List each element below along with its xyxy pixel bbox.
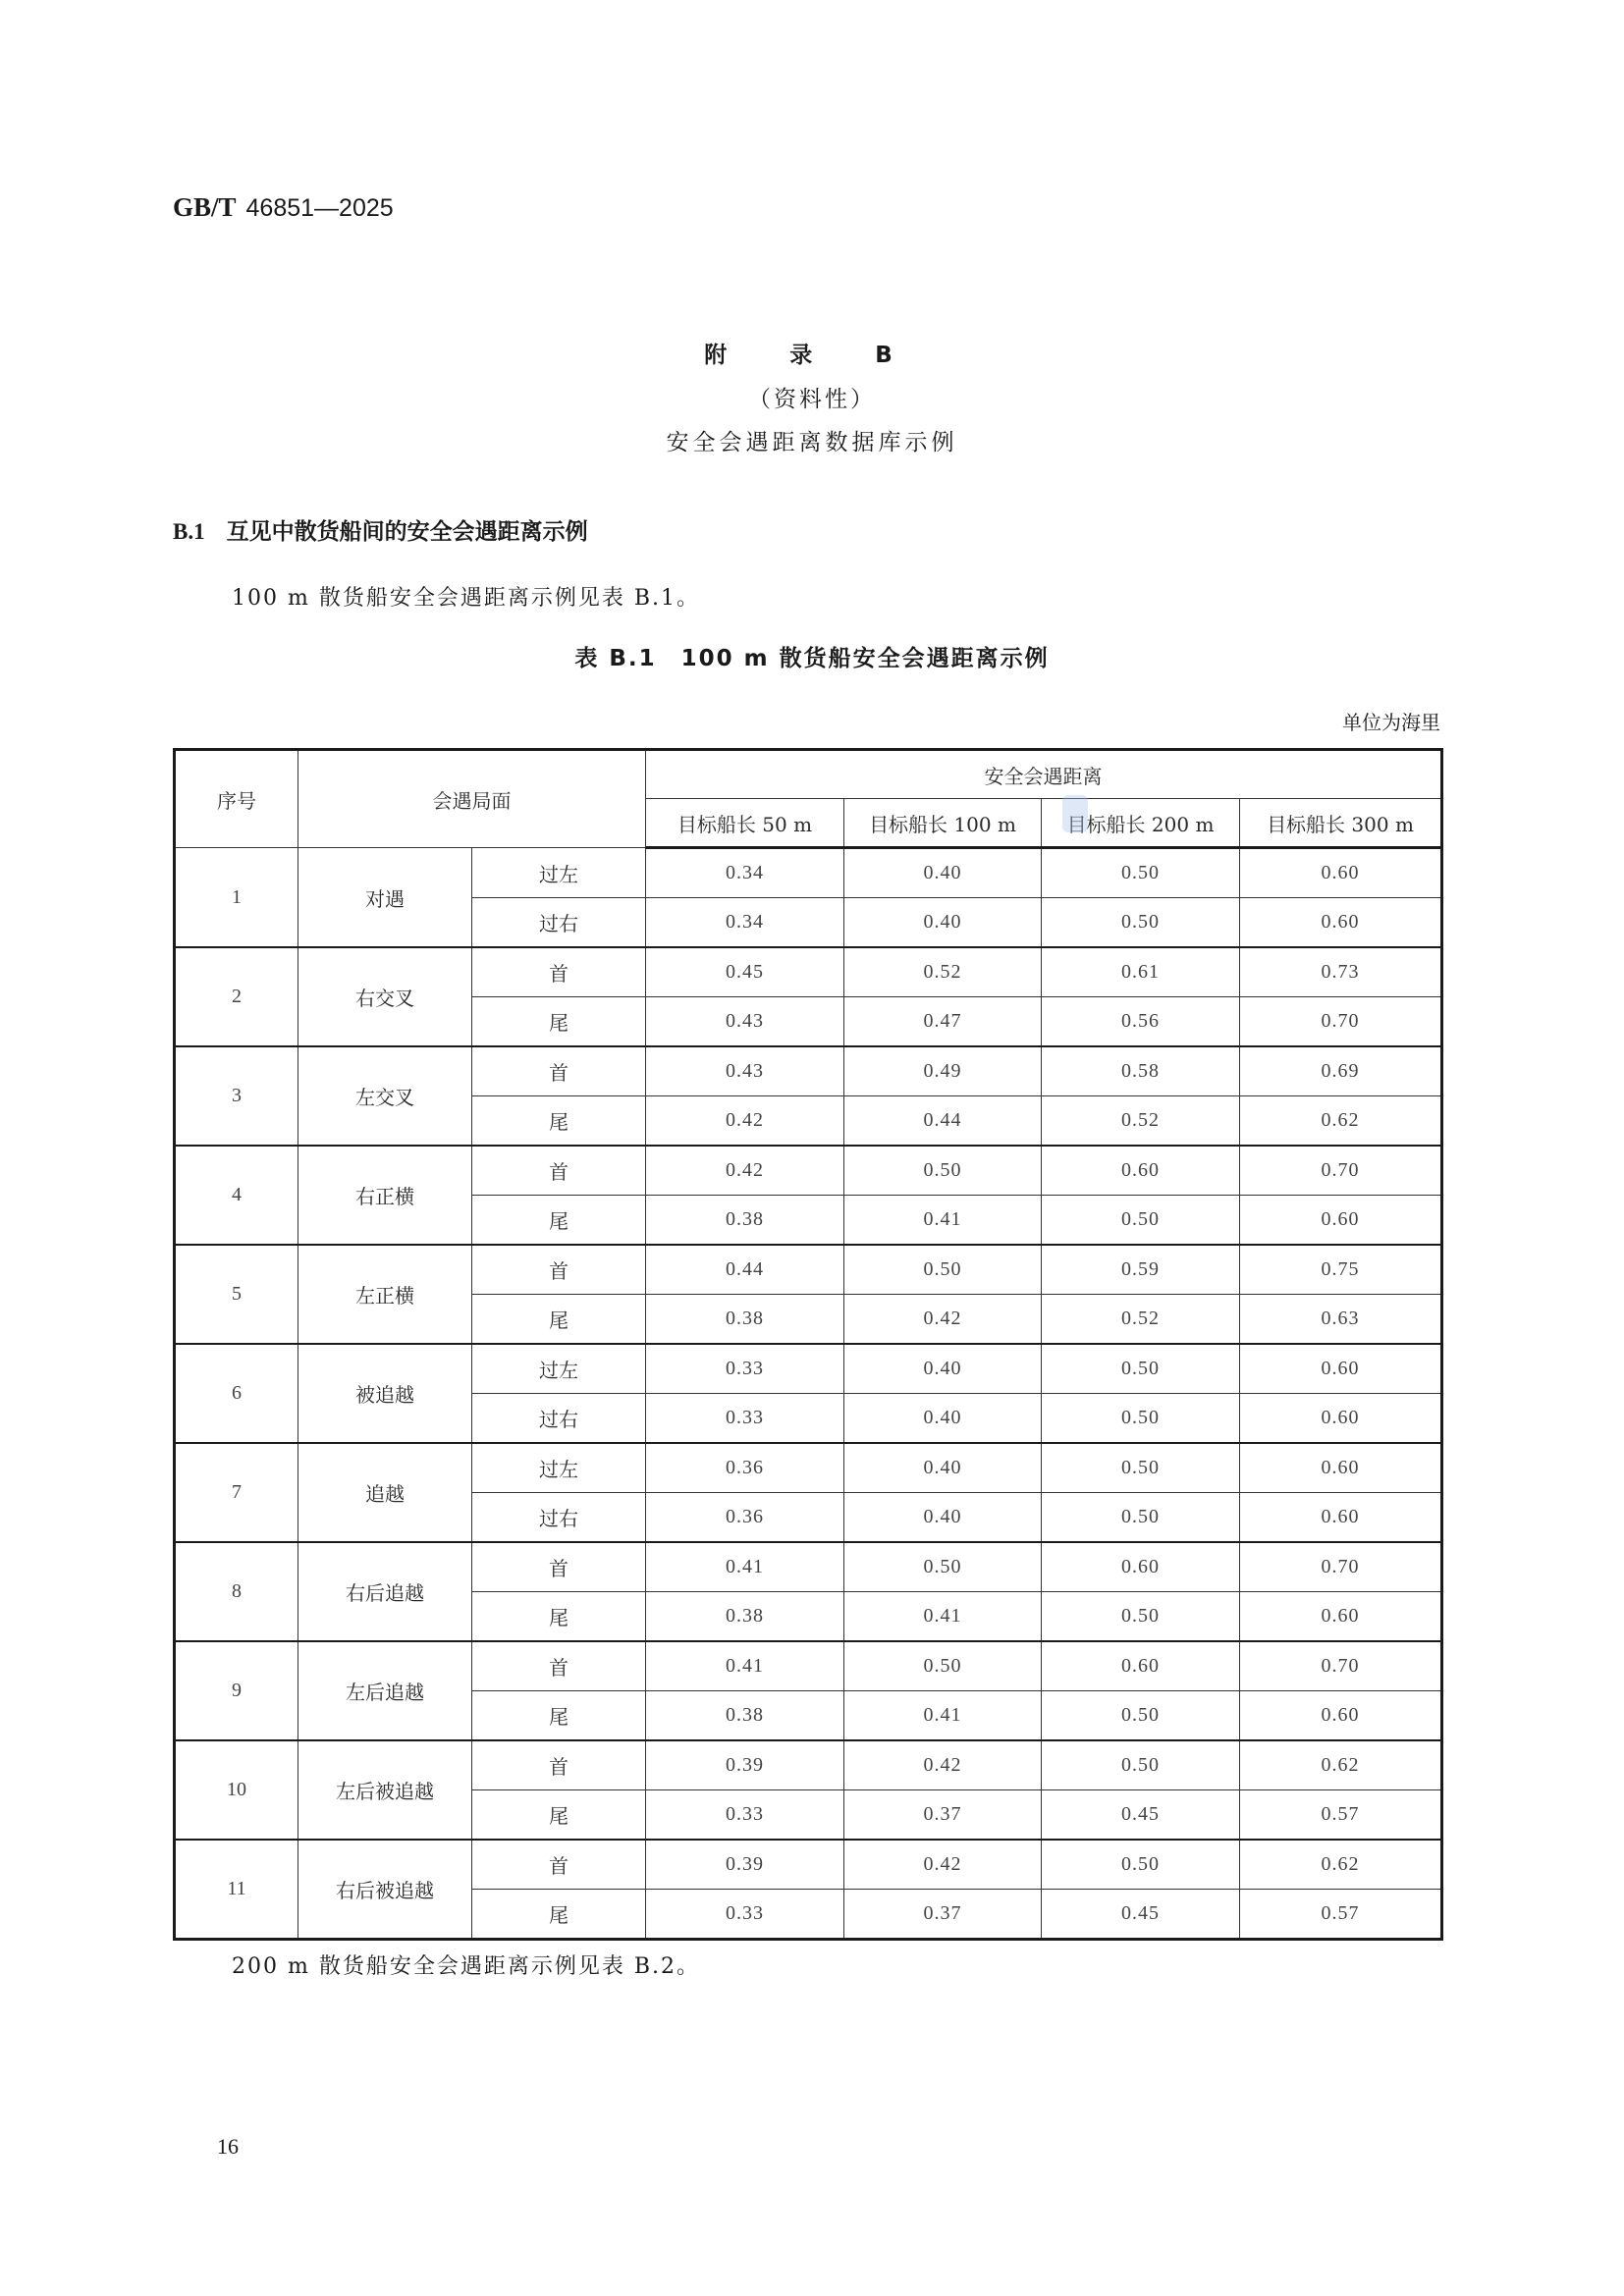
cell-sub-situation: 首 bbox=[472, 1542, 646, 1592]
cell-sub-situation: 首 bbox=[472, 1641, 646, 1691]
appendix-type: （资料性） bbox=[748, 387, 876, 412]
cell-distance-value: 0.38 bbox=[646, 1592, 844, 1642]
cell-seq: 11 bbox=[175, 1840, 298, 1940]
cell-distance-value: 0.73 bbox=[1240, 947, 1442, 997]
cell-distance-value: 0.50 bbox=[844, 1245, 1042, 1295]
cell-situation: 左交叉 bbox=[298, 1046, 472, 1146]
header-seq: 序号 bbox=[175, 750, 298, 848]
cell-situation: 左后被追越 bbox=[298, 1740, 472, 1840]
cell-distance-value: 0.60 bbox=[1240, 1592, 1442, 1642]
table-unit: 单位为海里 bbox=[1342, 711, 1440, 734]
cell-seq: 4 bbox=[175, 1146, 298, 1245]
cell-distance-value: 0.39 bbox=[646, 1740, 844, 1790]
cell-distance-value: 0.57 bbox=[1240, 1890, 1442, 1940]
cell-distance-value: 0.40 bbox=[844, 1493, 1042, 1543]
cell-distance-value: 0.34 bbox=[646, 898, 844, 948]
cell-distance-value: 0.33 bbox=[646, 1890, 844, 1940]
cell-distance-value: 0.41 bbox=[844, 1196, 1042, 1246]
header-target-300m: 目标船长 300 m bbox=[1240, 799, 1442, 848]
cell-distance-value: 0.60 bbox=[1240, 1344, 1442, 1394]
cell-sub-situation: 首 bbox=[472, 947, 646, 997]
cell-distance-value: 0.42 bbox=[646, 1146, 844, 1196]
cell-distance-value: 0.33 bbox=[646, 1790, 844, 1841]
cell-distance-value: 0.62 bbox=[1240, 1096, 1442, 1147]
cell-distance-value: 0.70 bbox=[1240, 1146, 1442, 1196]
cell-sub-situation: 尾 bbox=[472, 1790, 646, 1841]
cell-sub-situation: 过右 bbox=[472, 898, 646, 948]
cell-distance-value: 0.50 bbox=[1042, 1196, 1240, 1246]
cell-distance-value: 0.49 bbox=[844, 1046, 1042, 1096]
cell-situation: 右正横 bbox=[298, 1146, 472, 1245]
cell-distance-value: 0.59 bbox=[1042, 1245, 1240, 1295]
cell-distance-value: 0.40 bbox=[844, 898, 1042, 948]
cell-distance-value: 0.45 bbox=[1042, 1790, 1240, 1841]
cell-distance-value: 0.47 bbox=[844, 997, 1042, 1047]
cell-distance-value: 0.42 bbox=[646, 1096, 844, 1147]
cell-seq: 3 bbox=[175, 1046, 298, 1146]
cell-distance-value: 0.38 bbox=[646, 1691, 844, 1741]
cell-distance-value: 0.45 bbox=[646, 947, 844, 997]
cell-distance-value: 0.43 bbox=[646, 1046, 844, 1096]
cell-situation: 右交叉 bbox=[298, 947, 472, 1046]
cell-seq: 9 bbox=[175, 1641, 298, 1740]
cell-distance-value: 0.41 bbox=[646, 1641, 844, 1691]
cell-seq: 2 bbox=[175, 947, 298, 1046]
cell-distance-value: 0.50 bbox=[1042, 1443, 1240, 1493]
cell-seq: 5 bbox=[175, 1245, 298, 1344]
standard-prefix: GB/T bbox=[173, 192, 237, 222]
watermark-mark bbox=[1062, 795, 1088, 832]
cell-sub-situation: 过右 bbox=[472, 1493, 646, 1543]
next-paragraph: 200 m 散货船安全会遇距离示例见表 B.2。 bbox=[232, 1954, 700, 1979]
cell-distance-value: 0.44 bbox=[844, 1096, 1042, 1147]
cell-distance-value: 0.69 bbox=[1240, 1046, 1442, 1096]
table-row bbox=[175, 1344, 1442, 1394]
cell-distance-value: 0.36 bbox=[646, 1493, 844, 1543]
cell-distance-value: 0.42 bbox=[844, 1740, 1042, 1790]
cell-sub-situation: 尾 bbox=[472, 1096, 646, 1147]
cell-distance-value: 0.41 bbox=[844, 1592, 1042, 1642]
cell-distance-value: 0.60 bbox=[1240, 1691, 1442, 1741]
cell-sub-situation: 首 bbox=[472, 1740, 646, 1790]
cell-distance-value: 0.45 bbox=[1042, 1890, 1240, 1940]
cell-distance-value: 0.50 bbox=[844, 1542, 1042, 1592]
cell-sub-situation: 尾 bbox=[472, 1196, 646, 1246]
cell-distance-value: 0.50 bbox=[844, 1641, 1042, 1691]
cell-distance-value: 0.50 bbox=[844, 1146, 1042, 1196]
cell-sub-situation: 首 bbox=[472, 1146, 646, 1196]
cell-sub-situation: 尾 bbox=[472, 1691, 646, 1741]
cell-sub-situation: 首 bbox=[472, 1245, 646, 1295]
cell-distance-value: 0.42 bbox=[844, 1295, 1042, 1345]
cell-distance-value: 0.62 bbox=[1240, 1740, 1442, 1790]
section-title: 互见中散货船间的安全会遇距离示例 bbox=[226, 519, 588, 545]
header-target-100m: 目标船长 100 m bbox=[844, 799, 1042, 848]
table-row bbox=[175, 1046, 1442, 1096]
appendix-name: 安全会遇距离数据库示例 bbox=[666, 430, 958, 455]
cell-situation: 被追越 bbox=[298, 1344, 472, 1443]
cell-situation: 追越 bbox=[298, 1443, 472, 1542]
cell-distance-value: 0.60 bbox=[1240, 848, 1442, 898]
table-row bbox=[175, 1146, 1442, 1196]
cell-distance-value: 0.60 bbox=[1240, 1394, 1442, 1444]
cell-distance-value: 0.56 bbox=[1042, 997, 1240, 1047]
cell-distance-value: 0.50 bbox=[1042, 848, 1240, 898]
cell-distance-value: 0.60 bbox=[1240, 1493, 1442, 1543]
cell-distance-value: 0.50 bbox=[1042, 898, 1240, 948]
cell-distance-value: 0.50 bbox=[1042, 1592, 1240, 1642]
cell-sub-situation: 尾 bbox=[472, 1295, 646, 1345]
cell-sub-situation: 首 bbox=[472, 1046, 646, 1096]
header-target-50m: 目标船长 50 m bbox=[646, 799, 844, 848]
cell-sub-situation: 尾 bbox=[472, 997, 646, 1047]
cell-distance-value: 0.38 bbox=[646, 1196, 844, 1246]
cell-seq: 8 bbox=[175, 1542, 298, 1641]
cell-distance-value: 0.42 bbox=[844, 1840, 1042, 1890]
appendix-title: 附 录 B bbox=[704, 343, 920, 368]
cell-distance-value: 0.50 bbox=[1042, 1740, 1240, 1790]
cell-distance-value: 0.43 bbox=[646, 997, 844, 1047]
cell-distance-value: 0.50 bbox=[1042, 1840, 1240, 1890]
table-row bbox=[175, 848, 1442, 898]
cell-distance-value: 0.52 bbox=[1042, 1096, 1240, 1147]
cell-distance-value: 0.60 bbox=[1042, 1542, 1240, 1592]
cell-seq: 7 bbox=[175, 1443, 298, 1542]
cell-distance-value: 0.40 bbox=[844, 1394, 1042, 1444]
cell-distance-value: 0.41 bbox=[844, 1691, 1042, 1741]
header-distance-group: 安全会遇距离 bbox=[646, 750, 1442, 799]
table-row bbox=[175, 1840, 1442, 1890]
cell-situation: 左后追越 bbox=[298, 1641, 472, 1740]
standard-code: 46851—2025 bbox=[245, 194, 394, 222]
table-row bbox=[175, 947, 1442, 997]
cell-distance-value: 0.60 bbox=[1240, 1443, 1442, 1493]
cell-distance-value: 0.50 bbox=[1042, 1394, 1240, 1444]
cell-distance-value: 0.60 bbox=[1240, 1196, 1442, 1246]
cell-distance-value: 0.58 bbox=[1042, 1046, 1240, 1096]
cell-distance-value: 0.40 bbox=[844, 1443, 1042, 1493]
cell-sub-situation: 尾 bbox=[472, 1592, 646, 1642]
cell-sub-situation: 首 bbox=[472, 1840, 646, 1890]
cell-distance-value: 0.52 bbox=[844, 947, 1042, 997]
cell-sub-situation: 过右 bbox=[472, 1394, 646, 1444]
cell-distance-value: 0.37 bbox=[844, 1790, 1042, 1841]
cell-distance-value: 0.52 bbox=[1042, 1295, 1240, 1345]
cell-distance-value: 0.62 bbox=[1240, 1840, 1442, 1890]
cell-sub-situation: 过左 bbox=[472, 1344, 646, 1394]
table-row bbox=[175, 1245, 1442, 1295]
cell-distance-value: 0.63 bbox=[1240, 1295, 1442, 1345]
cell-distance-value: 0.33 bbox=[646, 1344, 844, 1394]
cell-distance-value: 0.38 bbox=[646, 1295, 844, 1345]
cell-distance-value: 0.61 bbox=[1042, 947, 1240, 997]
cell-distance-value: 0.70 bbox=[1240, 1641, 1442, 1691]
cell-distance-value: 0.60 bbox=[1042, 1641, 1240, 1691]
cell-distance-value: 0.60 bbox=[1042, 1146, 1240, 1196]
cell-distance-value: 0.40 bbox=[844, 1344, 1042, 1394]
cell-distance-value: 0.39 bbox=[646, 1840, 844, 1890]
section-number: B.1 bbox=[173, 519, 205, 544]
table-row bbox=[175, 1542, 1442, 1592]
cell-distance-value: 0.60 bbox=[1240, 898, 1442, 948]
intro-paragraph: 100 m 散货船安全会遇距离示例见表 B.1。 bbox=[232, 586, 700, 611]
cell-distance-value: 0.40 bbox=[844, 848, 1042, 898]
cell-seq: 1 bbox=[175, 848, 298, 948]
cell-distance-value: 0.50 bbox=[1042, 1344, 1240, 1394]
cell-situation: 左正横 bbox=[298, 1245, 472, 1344]
cell-distance-value: 0.70 bbox=[1240, 997, 1442, 1047]
table-row bbox=[175, 1641, 1442, 1691]
section-heading bbox=[173, 513, 588, 546]
cell-sub-situation: 尾 bbox=[472, 1890, 646, 1940]
page-number: 16 bbox=[217, 2134, 239, 2159]
table-title: 表 B.1 100 m 散货船安全会遇距离示例 bbox=[574, 646, 1050, 671]
cell-situation: 对遇 bbox=[298, 848, 472, 948]
safe-distance-table bbox=[173, 748, 1443, 1941]
table-row bbox=[175, 1740, 1442, 1790]
cell-distance-value: 0.33 bbox=[646, 1394, 844, 1444]
cell-distance-value: 0.50 bbox=[1042, 1691, 1240, 1741]
table-body bbox=[175, 848, 1442, 1940]
cell-situation: 右后被追越 bbox=[298, 1840, 472, 1940]
cell-distance-value: 0.50 bbox=[1042, 1493, 1240, 1543]
cell-seq: 10 bbox=[175, 1740, 298, 1840]
cell-seq: 6 bbox=[175, 1344, 298, 1443]
header-target-200m: 目标船长 200 m bbox=[1042, 799, 1240, 848]
cell-distance-value: 0.37 bbox=[844, 1890, 1042, 1940]
cell-situation: 右后追越 bbox=[298, 1542, 472, 1641]
standard-number bbox=[173, 192, 394, 223]
cell-distance-value: 0.41 bbox=[646, 1542, 844, 1592]
cell-distance-value: 0.36 bbox=[646, 1443, 844, 1493]
table-row bbox=[175, 1443, 1442, 1493]
cell-distance-value: 0.44 bbox=[646, 1245, 844, 1295]
cell-distance-value: 0.70 bbox=[1240, 1542, 1442, 1592]
cell-distance-value: 0.75 bbox=[1240, 1245, 1442, 1295]
cell-sub-situation: 过左 bbox=[472, 848, 646, 898]
header-situation: 会遇局面 bbox=[298, 750, 646, 848]
cell-sub-situation: 过左 bbox=[472, 1443, 646, 1493]
cell-distance-value: 0.34 bbox=[646, 848, 844, 898]
cell-distance-value: 0.57 bbox=[1240, 1790, 1442, 1841]
